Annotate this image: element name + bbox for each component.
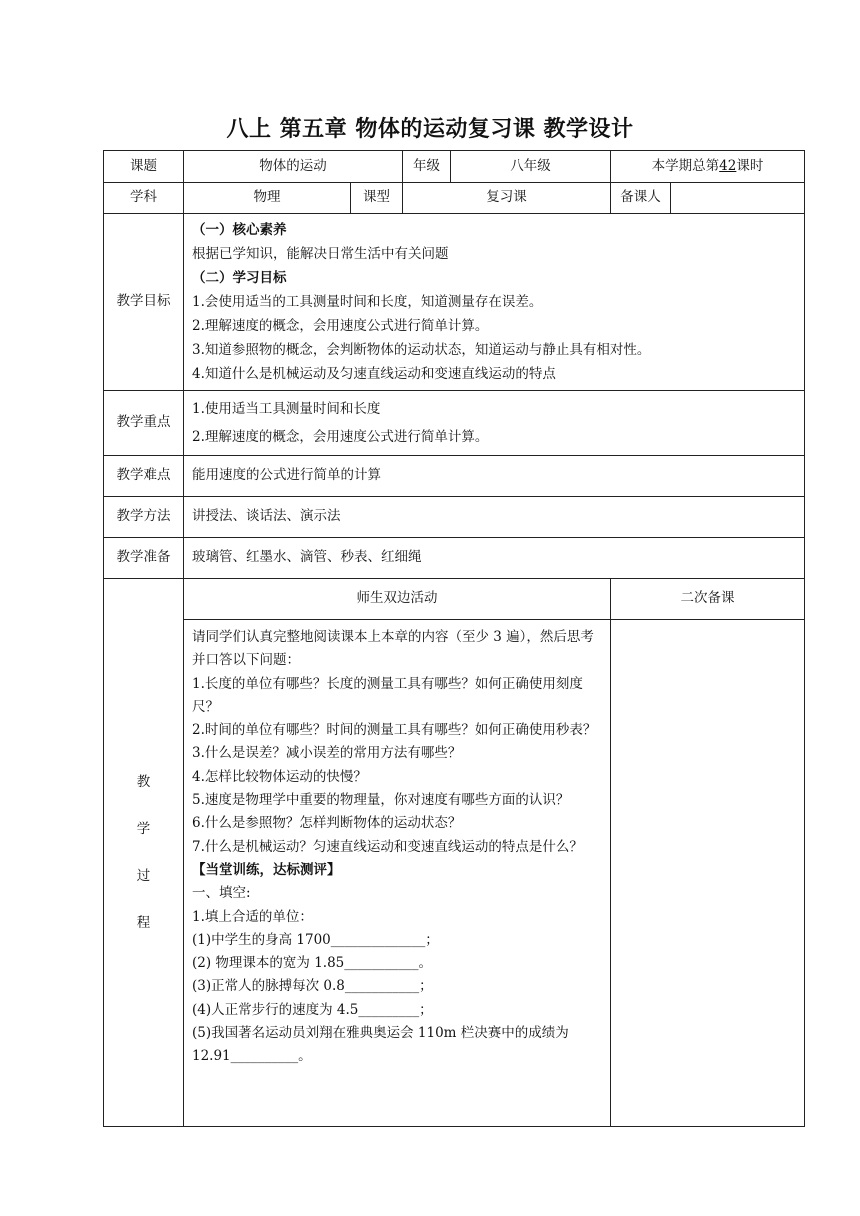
row-difficulty <box>104 456 805 497</box>
period-number: 42 <box>719 157 737 174</box>
process-label-char: 程 <box>136 914 151 931</box>
activity-question: 1.长度的单位有哪些？长度的测量工具有哪些？如何正确使用刻度尺？ <box>192 675 583 715</box>
preparation-value: 玻璃管、红墨水、滴管、秒表、红细绳 <box>184 538 805 579</box>
preparer-value <box>671 183 805 214</box>
activity-question: 5.速度是物理学中重要的物理量，你对速度有哪些方面的认识？ <box>192 792 570 809</box>
row-topic <box>104 151 805 183</box>
document-title: 八上 第五章 物体的运动复习课 教学设计 <box>226 117 634 142</box>
difficulty-value: 能用速度的公式进行简单的计算 <box>184 456 805 497</box>
key-point-item: 1.使用适当工具测量时间和长度 <box>192 401 381 417</box>
activity-question: 6.什么是参照物？怎样判断物体的运动状态？ <box>192 815 462 832</box>
goal-item: 3.知道参照物的概念，会判断物体的运动状态，知道运动与静止具有相对性。 <box>192 342 651 358</box>
goals-core-text: 根据已学知识，能解决日常生活中有关问题 <box>192 246 449 262</box>
row-subject <box>104 183 805 214</box>
row-preparation <box>104 538 805 579</box>
question-1-sub: (2) 物理课本的宽为 1.85___________。 <box>192 955 433 972</box>
key-point-item: 2.理解速度的概念，会用速度公式进行简单计算。 <box>192 429 489 445</box>
key-points-label: 教学重点 <box>104 391 184 456</box>
grade-label: 年级 <box>403 151 451 183</box>
question-1-sub: (3)正常人的脉搏每次 0.8___________； <box>192 978 433 995</box>
preparation-label: 教学准备 <box>104 538 184 579</box>
row-process-header <box>104 579 805 620</box>
period-suffix: 课时 <box>736 157 764 174</box>
row-process-body <box>104 620 805 1127</box>
activity-question: 3.什么是误差？减小误差的常用方法有哪些？ <box>192 745 462 762</box>
preparer-label: 备课人 <box>611 183 671 214</box>
question-1: 1.填上合适的单位： <box>192 908 313 925</box>
second-prep-content <box>611 620 805 1127</box>
topic-value: 物体的运动 <box>184 151 403 183</box>
key-points-content <box>184 391 805 456</box>
question-1-sub: (4)人正常步行的速度为 4.5_________； <box>192 1001 433 1018</box>
goal-item: 4.知道什么是机械运动及匀速直线运动和变速直线运动的特点 <box>192 366 556 382</box>
second-prep-column-header: 二次备课 <box>611 579 805 620</box>
activity-intro: 请同学们认真完整地阅读课本上本章的内容（至少 3 遍），然后思考并口答以下问题： <box>192 629 594 669</box>
period-prefix: 本学期总第 <box>651 157 720 174</box>
process-label-char: 教 <box>136 773 151 790</box>
goals-heading-2: （二）学习目标 <box>192 270 287 286</box>
activity-question: 2.时间的单位有哪些？时间的测量工具有哪些？如何正确使用秒表？ <box>192 722 597 739</box>
activity-column-header: 师生双边活动 <box>184 579 611 620</box>
fill-blank-heading: 一、填空: <box>192 885 251 902</box>
goal-item: 2.理解速度的概念，会用速度公式进行简单计算。 <box>192 318 489 334</box>
methods-value: 讲授法、谈话法、演示法 <box>184 497 805 538</box>
topic-label: 课题 <box>104 151 184 183</box>
methods-label: 教学方法 <box>104 497 184 538</box>
goals-content <box>184 214 805 391</box>
practice-heading: 【当堂训练，达标测评】 <box>192 861 341 878</box>
question-1-sub: (1)中学生的身高 1700______________； <box>192 931 439 948</box>
type-label: 课型 <box>351 183 403 214</box>
row-methods <box>104 497 805 538</box>
subject-value: 物理 <box>184 183 351 214</box>
type-value: 复习课 <box>403 183 611 214</box>
question-1-sub: (5)我国著名运动员刘翔在雅典奥运会 110m 栏决赛中的成绩为 12.91__________。 <box>192 1025 569 1065</box>
period-cell <box>611 151 805 183</box>
goals-heading-1: （一）核心素养 <box>192 222 287 238</box>
activity-content <box>184 620 611 1127</box>
process-label <box>104 579 184 1127</box>
goal-item: 1.会使用适当的工具测量时间和长度，知道测量存在误差。 <box>192 294 543 310</box>
row-key-points <box>104 391 805 456</box>
difficulty-label: 教学难点 <box>104 456 184 497</box>
lesson-plan-table <box>103 150 805 1127</box>
activity-question: 4.怎样比较物体运动的快慢？ <box>192 768 367 785</box>
activity-question: 7.什么是机械运动？匀速直线运动和变速直线运动的特点是什么？ <box>192 838 583 855</box>
goals-label: 教学目标 <box>104 214 184 391</box>
row-goals <box>104 214 805 391</box>
process-label-char: 过 <box>136 867 151 884</box>
process-label-char: 学 <box>136 820 151 837</box>
subject-label: 学科 <box>104 183 184 214</box>
grade-value: 八年级 <box>451 151 611 183</box>
